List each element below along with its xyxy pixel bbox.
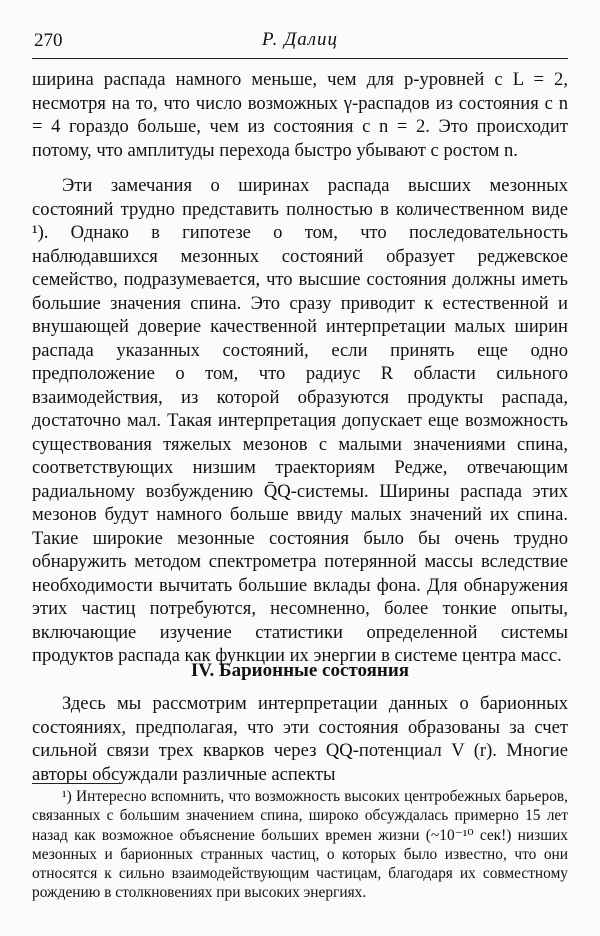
paragraph-2: Эти замечания о ширинах распада высших мезонных состояний трудно представить полностью в количественном виде ¹). Однако в гипотезе о том, что последовательность наблюдавшихся мезонных состояний образует реджевское семейство, подразумевается, что высшие состояния должны иметь большие значения спина. Это сразу приводит к естественной и внушающей доверие качественной интерпретации малых ширин распада указанных состояний, если принять еще одно предположение о том, что радиус R области сильного взаимодействия, из которой образуются продукты распада, достаточно мал. Такая интерпретация допускает еще возможность существования тяжелых мезонов с малыми значениями спина, соответствующих низшим траекториям Редже, отвечающим радиальному возбуждению Q̄Q-системы. Ширины распада этих мезонов будут намного больше ввиду малых значений их спина. Такие широкие мезонные состояния было бы очень трудно обнаружить методом спектрометра потерянной массы вследствие необходимости вычитать большие вклады фона. Для обнаружения этих частиц потребуются, несомненно, более тонкие опыты, включающие изучение статистики определенной системы продуктов распада как функции их энергии в системе центра масс. (32, 175, 568, 666)
section-heading: IV. Барионные состояния (190, 660, 410, 681)
footnote: ¹) Интересно вспомнить, что возможность высоких центробежных барьеров, связанных с большим значением спина, широко обсуждалась примерно 15 лет назад как возможное объяснение больших времен жизни (~10⁻¹⁰ сек!) низших мезонных и барионных странных частиц, о которых было известно, что они относятся к сильно взаимодействующим частицам, благодаря их совместному рождению в столкновениях при высоких энергиях. (32, 788, 568, 902)
footnote-rule (32, 783, 122, 784)
paragraph-3: Здесь мы рассмотрим интерпретации данных о барионных состояниях, предполагая, что эти состояния образованы за счет сильной связи трех кварков через QQ-потенциал V (r). Многие авторы обсуждали различные аспекты (32, 693, 568, 785)
paragraph-1: ширина распада намного меньше, чем для p-уровней с L = 2, несмотря на то, что число возможных γ-распадов из состояния с n = 4 гораздо больше, чем из состояния с n = 2. Это происходит потому, что амплитуды перехода быстро убывают с ростом n. (32, 69, 568, 161)
page-number: 270 (34, 30, 63, 51)
running-title: Р. Далиц (261, 29, 339, 50)
page-header (32, 28, 568, 59)
